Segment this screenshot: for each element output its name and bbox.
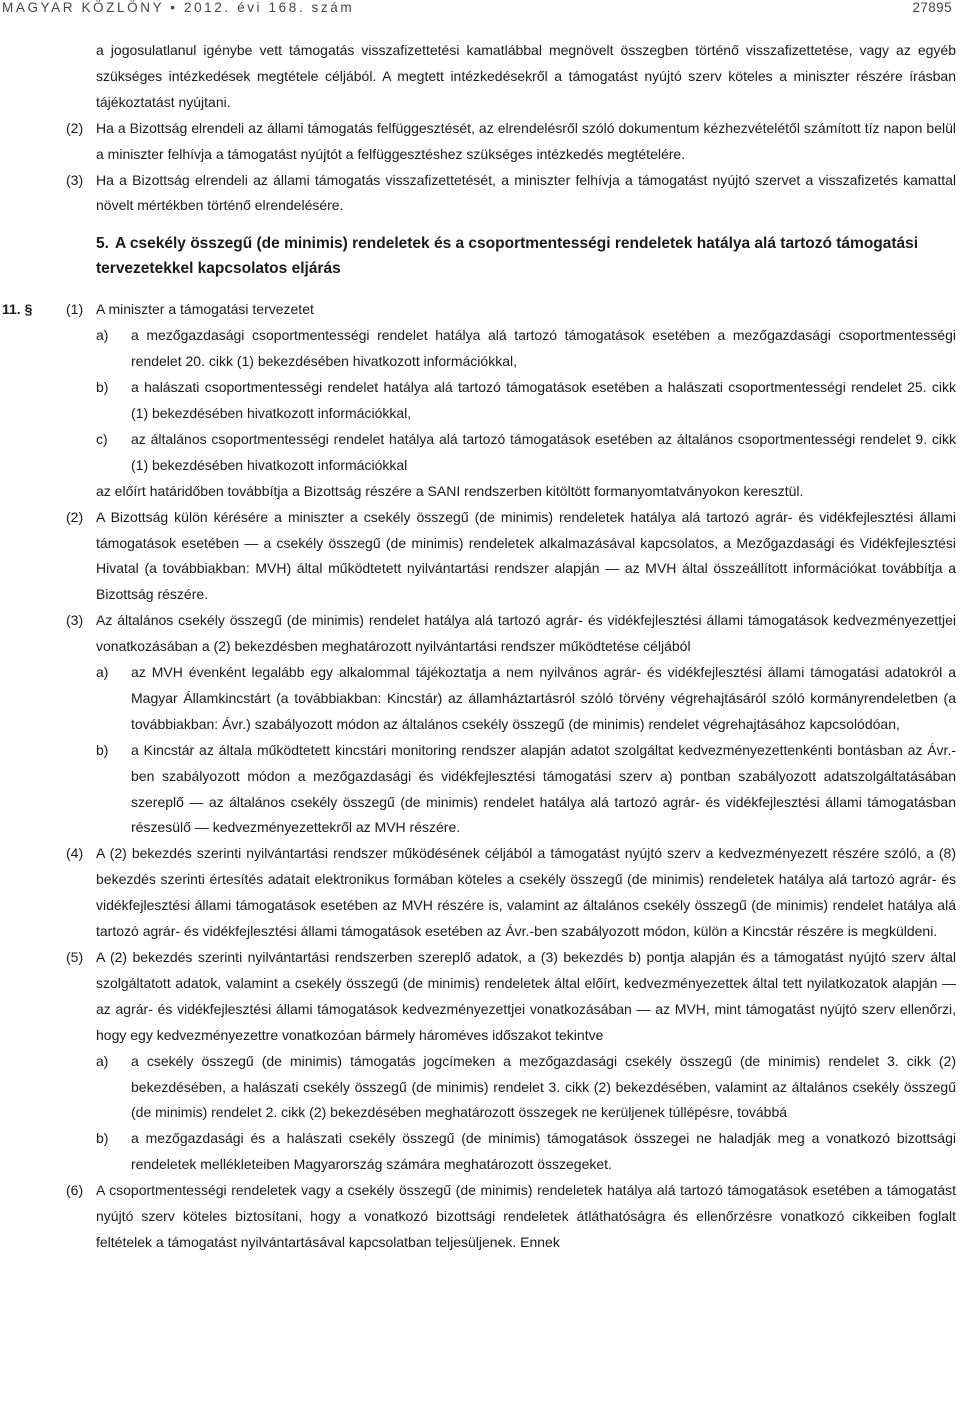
list-item-label: b) [96,379,109,396]
list-item-label: c) [96,430,108,447]
list-item-label: b) [96,741,109,758]
document-body [0,38,960,1256]
paragraph-lead: A (2) bekezdés szerinti nyilvántartási rendszerben szereplő adatok, a (3) bekezdés b) pontja alapján és a támogatást nyújtó szerv által szolgáltatott adatok, valamint a csekély összegű (de minimis) rendeletek által előírt, kedvezményezettek által tett nyilatkozatok alapján — az agrár- és vidékfejlesztési állami támogatások kedvezményezettjei vonatkozásában — az MVH, mint támogatást nyújtó szerv ellenőrzi, hogy egy kedvezményezettre vonatkozóan bármely hároméves időszakot tekintve [96,949,956,1043]
section-11-paragraph-5 [0,945,956,1049]
list-item [0,1049,956,1127]
section-11-paragraph-2 [0,505,956,609]
paragraph-tail: az előírt határidőben továbbítja a Bizottság részére a SANI rendszerben kitöltött formanyomtatványokon keresztül. [96,482,804,499]
section-number: 11. § [2,301,33,318]
section-11-paragraph-4 [0,841,956,945]
list-item-text: az MVH évenként legalább egy alkalommal tájékoztatja a nem nyilvános agrár- és vidékfejlesztési állami támogatási adatokról a Magyar Államkincstárt (a továbbiakban: Kincstár) az államháztartásról szóló törvény végrehajtásáról szóló kormányrendeletben (a továbbiakban: Ávr.) szabályozott módon az általános csekély összegű (de minimis) rendelet végrehajtásához kapcsolódóan, [131,664,956,732]
list-item-label: b) [96,1130,109,1147]
paragraph-text: Ha a Bizottság elrendeli az állami támogatás visszafizettetését, a miniszter felhívja a támogatást nyújtó szervet a visszafizetés kamattal növelt mértékben történő elrendelésére. [96,171,956,214]
paragraph-text: Ha a Bizottság elrendeli az állami támogatás felfüggesztését, az elrendelésről szóló dokumentum kézhezvételétől számított tíz napon belül a miniszter felhívja a támogatást nyújtót a felfüggesztéshez szükséges intézkedés megtételére. [96,119,956,162]
list-item-text: az általános csoportmentességi rendelet hatálya alá tartozó támogatások esetében az általános csoportmentességi rendelet 9. cikk (1) bekezdésében hivatkozott információkkal [131,430,956,473]
page-number: 27895 [912,0,952,15]
list-item-text: a mezőgazdasági és a halászati csekély összegű (de minimis) támogatások összegei ne haladják meg a vonatkozó bizottsági rendeletek mellékleteiben Magyarország számára meghatározott összegeket. [131,1130,956,1173]
paragraph-number: (4) [66,845,84,862]
list-item [0,323,956,375]
intro-paragraph: a jogosulatlanul igénybe vett támogatás visszafizettetési kamatlábbal megnövelt összegben történő visszafizettetése, vagy az egyéb szükséges intézkedések megtétele céljából. A megtett intézkedésekről a támogatást nyújtó szerv köteles a miniszter részére írásban tájékoztatást nyújtani. [96,42,956,110]
list-item [0,1126,956,1178]
journal-title: MAGYAR KÖZLÖNY • 2012. évi 168. szám [2,0,355,15]
list-item-label: a) [96,664,109,681]
list-item-text: a Kincstár az általa működtetett kincstári monitoring rendszer alapján adatot szolgáltat kedvezményezettenkénti bontásban az Ávr.-ben szabályozott módon a mezőgazdasági és vidékfejlesztési támogatási szerv a) pontban szabályozott adatszolgáltatásában szereplő — az általános csekély összegű (de minimis) rendelet hatálya alá tartozó agrár- és vidékfejlesztési állami támogatásban részesülő — kedvezményezettekről az MVH részére. [131,741,956,836]
paragraph-text: A Bizottság külön kérésére a miniszter a csekély összegű (de minimis) rendeletek hatálya alá tartozó agrár- és vidékfejlesztési állami támogatások esetében — a csekély összegű (de minimis) rendeletek alkalmazásával kapcsolatos, a Mezőgazdasági és Vidékfejlesztési Hivatal (a továbbiakban: MVH) által működtetett nyilvántartási rendszer alapján — az MVH által összeállított információkat továbbítja a Bizottság részére. [96,508,956,603]
heading-text: A csekély összegű (de minimis) rendeletek és a csoportmentességi rendeletek hatálya alá tartozó támogatási tervezetekkel kapcsolatos eljárás [96,235,919,278]
paragraph-2 [0,116,956,168]
paragraph-number: (1) [66,301,84,318]
paragraph-lead: Az általános csekély összegű (de minimis) rendelet hatálya alá tartozó agrár- és vidékfejlesztési állami támogatások kedvezményezettjei vonatkozásában a (2) bekezdésben meghatározott nyilvántartási rendszer működtetése céljából [96,612,956,655]
list-item-text: a mezőgazdasági csoportmentességi rendelet hatálya alá tartozó támogatások esetében a mezőgazdasági csoportmentességi rendelet 20. cikk (1) bekezdésében hivatkozott információkkal, [131,327,956,370]
list-item-text: a halászati csoportmentességi rendelet hatálya alá tartozó támogatások esetében a halászati csoportmentességi rendelet 25. cikk (1) bekezdésében hivatkozott információkkal, [131,379,956,421]
section-11-paragraph-6 [0,1178,956,1256]
paragraph-number: (2) [66,119,84,136]
paragraph-3 [0,168,956,220]
list-item-text: a csekély összegű (de minimis) támogatás jogcímeken a mezőgazdasági csekély összegű (de minimis) rendelet 3. cikk (2) bekezdésében, a halászati csekély összegű (de minimis) rendelet 3. cikk (2) bekezdésében, valamint az általános csekély összegű (de minimis) rendelet 2. cikk (2) bekezdésében meghatározott összegek ne kerüljenek túllépésre, továbbá [131,1052,956,1121]
section-11-paragraph-1 [0,297,956,323]
heading-number: 5. [96,235,109,253]
list-item [0,660,956,738]
paragraph-number: (5) [66,949,84,965]
list-item-label: a) [96,1052,109,1069]
list-item [0,427,956,479]
paragraph-lead: A miniszter a támogatási tervezetet [96,301,314,318]
section-heading [0,231,920,281]
paragraph-text: A csoportmentességi rendeletek vagy a csekély összegű (de minimis) rendeletek hatálya alá tartozó támogatások esetében a támogatást nyújtó szerv köteles biztosítani, hogy a vonatkozó bizottsági rendeletek átláthatóságra és ellenőrzésre vonatkozó cikkeiben foglalt feltételek a támogatást nyilvántartásával kapcsolatban teljesüljenek. Ennek [96,1182,956,1250]
list-item [0,738,956,842]
page-header [0,0,960,18]
paragraph-number: (3) [66,171,84,188]
section-11-paragraph-3 [0,608,956,660]
list-item-label: a) [96,327,109,344]
paragraph-number: (6) [66,1182,84,1199]
paragraph-text: A (2) bekezdés szerinti nyilvántartási rendszer működésének céljából a támogatást nyújtó szerv a kedvezményezett részére szóló, a (8) bekezdés szerinti értesítés adatait elektronikus formában köteles a csekély összegű (de minimis) rendeletek hatálya alá tartozó agrár- és vidékfejlesztési állami támogatások esetében az MVH részére is, valamint az általános csekély összegű (de minimis) rendelet hatálya alá tartozó agrár- és vidékfejlesztési állami támogatások esetében az Ávr.-ben szabályozott módon, külön a Kincstár részére is megküldeni. [96,845,956,940]
list-item [0,375,956,427]
paragraph-number: (3) [66,612,84,629]
paragraph-number: (2) [66,508,84,525]
